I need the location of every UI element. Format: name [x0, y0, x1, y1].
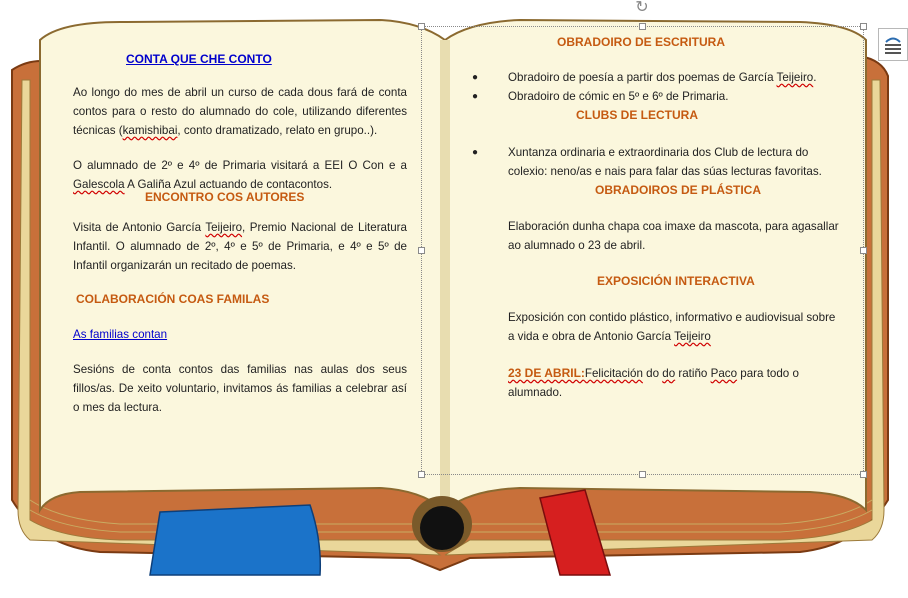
bullet: ●: [472, 72, 479, 83]
bullet: ●: [472, 147, 479, 158]
visit-text: O alumnado de 2º e 4º de Primaria visitará a EEI O Con e a Galescola A Galiña Azul actuando de contacontos.: [73, 159, 407, 191]
resize-handle-bottom-left[interactable]: [418, 471, 425, 478]
authors-heading: ENCONTRO COS AUTORES: [145, 190, 305, 204]
layout-options-button[interactable]: [878, 28, 908, 61]
list-item: ● Obradoiro de poesía a partir dos poemas de García Teijeiro.: [508, 68, 840, 87]
plastic-heading: OBRADOIROS DE PLÁSTICA: [595, 183, 762, 197]
spellcheck-word: Teijeiro: [776, 71, 814, 84]
families-text: Sesións de conta contos das familias nas aulas dos seus fillos/as. De xeito voluntario, invitamos ás familias a celebrar así o mes da lectura.: [73, 363, 407, 414]
spine-hole-inner: [420, 506, 464, 550]
families-link[interactable]: As familias contan: [73, 328, 168, 341]
plastic-text: Elaboración dunha chapa coa imaxe da mascota, para agasallar ao alumnado o 23 de abril.: [508, 220, 839, 252]
families-heading: COLABORACIÓN COAS FAMILAS: [76, 292, 270, 306]
spellcheck-word: kamishibai: [122, 124, 178, 137]
resize-handle-top-left[interactable]: [418, 23, 425, 30]
resize-handle-top[interactable]: [639, 23, 646, 30]
resize-handle-bottom-right[interactable]: [860, 471, 867, 478]
resize-handle-bottom[interactable]: [639, 471, 646, 478]
layout-options-icon: [879, 29, 907, 60]
april-label: 23 DE ABRIL:: [508, 366, 585, 380]
spellcheck-word: Galescola: [73, 178, 125, 191]
expo-heading: EXPOSICIÓN INTERACTIVA: [597, 274, 755, 288]
april-text: 23 DE ABRIL:Felicitación do do ratiño Paco para todo o alumnado.: [508, 366, 799, 399]
bullet: ●: [472, 91, 479, 102]
list-item: ● Obradoiro de cómic en 5º e 6º de Primaria.: [508, 87, 840, 106]
conta-title: CONTA QUE CHE CONTO: [126, 52, 272, 66]
text-box-selection-frame[interactable]: [421, 26, 864, 475]
clubs-heading: CLUBS DE LECTURA: [576, 108, 698, 122]
conta-intro: Ao longo do mes de abril un curso de cada dous fará de conta contos para o resto do alumnado do cole, utilizando diferentes técnicas (kamishibai, conto dramatizado, relato en grupo..).: [73, 86, 407, 137]
authors-text: Visita de Antonio García Teijeiro, Premio Nacional de Literatura Infantil. O alumnado de 2º, 4º e 5º de Primaria, e 4º e 5º de Infantil organizarán un recitado de poemas.: [73, 221, 407, 272]
spellcheck-word: Teijeiro: [674, 330, 711, 343]
resize-handle-right[interactable]: [860, 247, 867, 254]
expo-text: Exposición con contido plástico, informativo e audiovisual sobre a vida e obra de Antonio García Teijeiro: [508, 311, 836, 343]
blue-ribbon: [150, 505, 320, 575]
resize-handle-left[interactable]: [418, 247, 425, 254]
spellcheck-word: Teijeiro: [205, 221, 243, 234]
resize-handle-top-right[interactable]: [860, 23, 867, 30]
rotate-handle-icon[interactable]: ↻: [635, 0, 649, 16]
left-page-content: [73, 50, 407, 417]
list-item: ● Xuntanza ordinaria e extraordinaria dos Club de lectura do colexio: neno/as e nais para falar das súas lecturas favoritas.: [508, 143, 840, 181]
writing-heading: OBRADOIRO DE ESCRITURA: [557, 35, 726, 49]
